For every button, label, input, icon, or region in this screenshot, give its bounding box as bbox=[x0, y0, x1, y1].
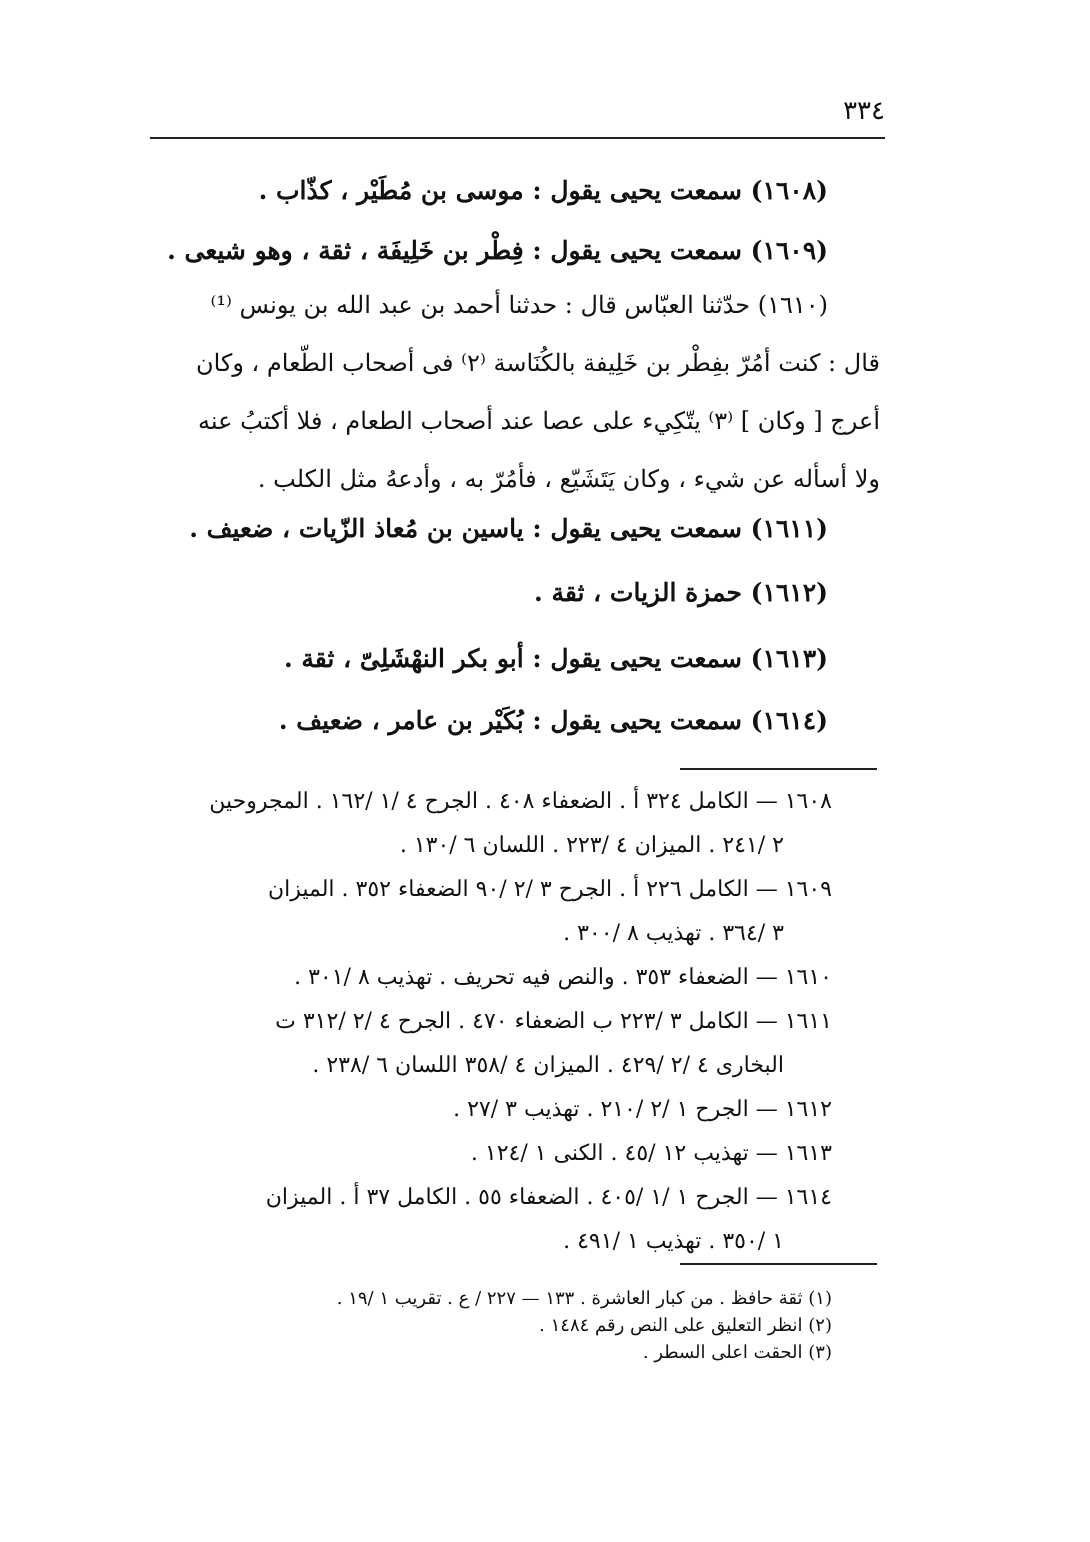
reference-line: ١٦٠٩ — الكامل ٢٢٦ أ . الجرح ٣ /٢ /٩٠ الضعفاء ٣٥٢ . الميزان bbox=[267, 877, 832, 902]
footnote-2: (٢) انظر التعليق على النص رقم ١٤٨٤ . bbox=[539, 1315, 832, 1336]
entry-1613: (١٦١٣) سمعت يحيى يقول : أبو بكر النهْشَلِىّ ، ثقة . bbox=[283, 644, 828, 673]
entry-1609: (١٦٠٩) سمعت يحيى يقول : فِطْر بن خَلِيفَة ، ثقة ، وهو شيعى . bbox=[167, 236, 828, 265]
reference-line: ١ /٣٥٠ . تهذيب ١ /٤٩١ . bbox=[563, 1229, 784, 1254]
footnote-1: (١) ثقة حافظ . من كبار العاشرة . ١٣٣ — ٢٢٧ / ع . تقريب ١ /١٩ . bbox=[336, 1288, 832, 1309]
reference-line: ١٦١٢ — الجرح ١ /٢ /٢١٠ . تهذيب ٣ /٢٧ . bbox=[453, 1097, 832, 1122]
reference-line: البخارى ٤ /٢ /٤٢٩ . الميزان ٤ /٣٥٨ اللسان ٦ /٢٣٨ . bbox=[312, 1053, 784, 1078]
header-rule bbox=[150, 137, 885, 139]
reference-line: ١٦٠٨ — الكامل ٣٢٤ أ . الضعفاء ٤٠٨ . الجرح ٤ /١ /١٦٢ . المجروحين bbox=[209, 789, 832, 814]
entry-1610-line-2: قال : كنت أمُرّ بفِطْر بن خَلِيفة بالكُنَاسة ⁽٢⁾ فى أصحاب الطّعام ، وكان bbox=[195, 349, 880, 377]
entry-1610-line-1: (١٦١٠) حدّثنا العبّاس قال : حدثنا أحمد بن عبد الله بن يونس ⁽¹⁾ bbox=[210, 291, 828, 319]
references-rule bbox=[680, 768, 877, 770]
footnote-3: (٣) الحقت اعلى السطر . bbox=[642, 1342, 832, 1363]
footnotes-rule bbox=[680, 1263, 877, 1265]
entry-1614: (١٦١٤) سمعت يحيى يقول : بُكَيْر بن عامر ، ضعيف . bbox=[278, 706, 828, 735]
page-number: ٣٣٤ bbox=[843, 96, 885, 126]
entry-1612: (١٦١٢) حمزة الزيات ، ثقة . bbox=[534, 578, 828, 607]
entry-1610-line-4: ولا أسأله عن شيء ، وكان يَتَشَيّع ، فأمُرّ به ، وأدعهُ مثل الكلب . bbox=[257, 465, 880, 493]
reference-line: ٣ /٣٦٤ . تهذيب ٨ /٣٠٠ . bbox=[563, 921, 784, 946]
reference-line: ١٦١٤ — الجرح ١ /١ /٤٠٥ . الضعفاء ٥٥ . الكامل ٣٧ أ . الميزان bbox=[265, 1185, 832, 1210]
entry-1608: (١٦٠٨) سمعت يحيى يقول : موسى بن مُطَيْر ، كذّاب . bbox=[258, 176, 828, 205]
reference-line: ١٦١٣ — تهذيب ١٢ /٤٥ . الكنى ١ /١٢٤ . bbox=[470, 1141, 832, 1166]
entry-1611: (١٦١١) سمعت يحيى يقول : ياسين بن مُعاذ الزّيات ، ضعيف . bbox=[189, 514, 828, 543]
reference-line: ١٦١١ — الكامل ٣ /٢٢٣ ب الضعفاء ٤٧٠ . الجرح ٤ /٢ /٣١٢ ت bbox=[275, 1009, 832, 1034]
reference-line: ١٦١٠ — الضعفاء ٣٥٣ . والنص فيه تحريف . تهذيب ٨ /٣٠١ . bbox=[294, 965, 832, 990]
entry-1610-line-3: أعرج [ وكان ] ⁽٣⁾ يتّكِيء على عصا عند أصحاب الطعام ، فلا أكتبُ عنه bbox=[198, 407, 880, 435]
reference-line: ٢ /٢٤١ . الميزان ٤ /٢٢٣ . اللسان ٦ /١٣٠ . bbox=[399, 833, 784, 858]
